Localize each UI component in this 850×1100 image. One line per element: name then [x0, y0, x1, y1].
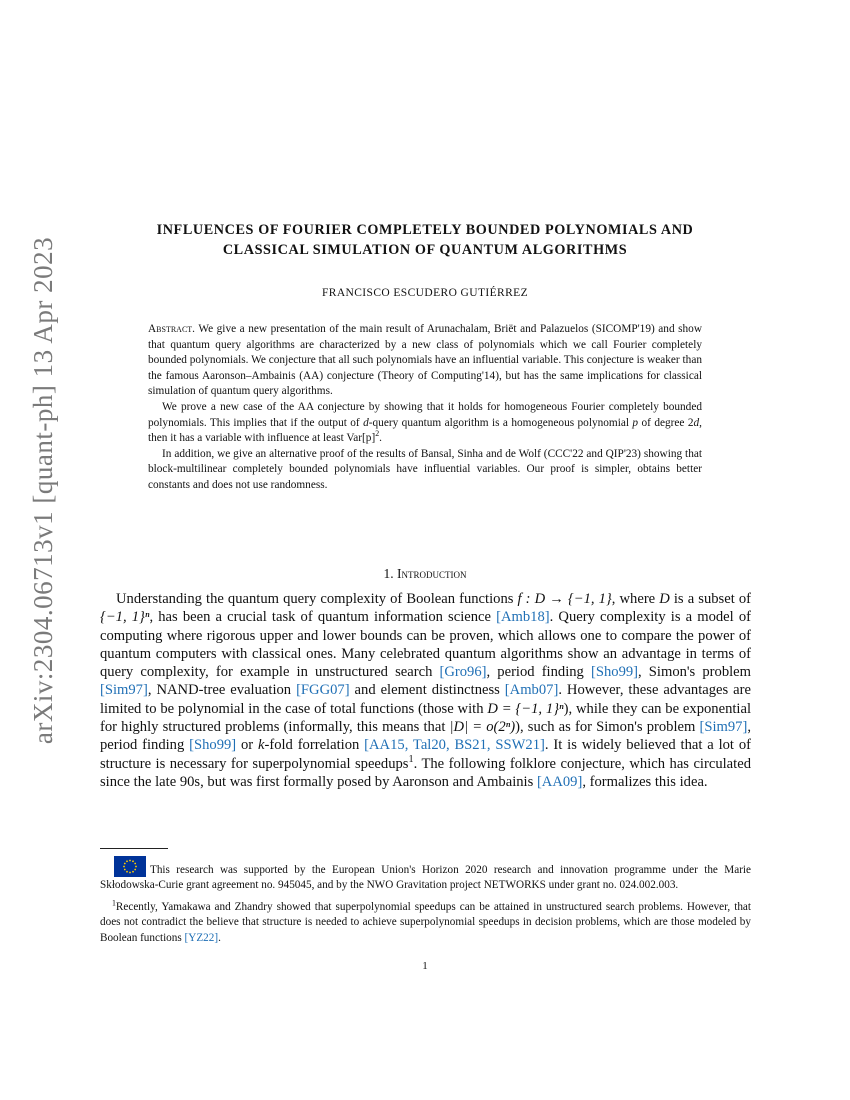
citation-tal20[interactable]: Tal20 [412, 737, 446, 754]
arxiv-identifier-stamp [14, 236, 74, 744]
footnote-1-text: Recently, Yamakawa and Zhandry showed that superpolynomial speedups can be attained in unstructured search problems. However, that does not contradict the believe that structure is needed to achieve superpolynomial speedups in decision problems, which are those modeled by Boolean functions [100, 900, 751, 944]
footnote-1-marker: 1 [112, 898, 116, 908]
citation-aa15[interactable]: AA15 [369, 737, 405, 754]
citation-amb18[interactable]: [Amb18] [496, 609, 550, 626]
citation-amb07[interactable]: [Amb07] [504, 682, 559, 699]
abstract-paragraph-1 [148, 322, 702, 400]
citation-separator: , [404, 737, 413, 754]
abstract-text-1: We give a new presentation of the main result of Arunachalam, Briët and Palazuelos (SICOMP'19) and show that quantum query algorithms are characterized by a new class of polynomials which we call Fourier completely bounded polynomials. We conjecture that all such polynomials have an influential variable. This conjecture is weaker than the famous Aaronson–Ambainis (AA) conjecture (Theory of Computing'14), but has the same implications for classical simulation of quantum query algorithms. [148, 323, 702, 398]
citation-separator: , [445, 737, 455, 754]
citation-aa09[interactable]: [AA09] [536, 773, 583, 790]
citation-gro96[interactable]: [Gro96] [439, 664, 487, 681]
abstract [148, 322, 702, 494]
math-symbol: p [632, 416, 639, 429]
math-expression: k [258, 737, 265, 754]
abstract-text: , then it has a variable with influence at least Var[p] [148, 416, 702, 445]
abstract-label: Abstract. [148, 323, 195, 335]
funding-text: This research was supported by the European Union's Horizon 2020 research and innovation programme under the Marie Skłodowska-Curie grant agreement no. 945045, and by the NWO Gravitation project NETWORKS under grant no. 024.002.003. [100, 864, 751, 892]
body-text: -fold forrelation [264, 737, 365, 754]
citation-sim97[interactable]: [Sim97] [100, 682, 148, 699]
footnote-marker[interactable]: 1 [408, 753, 414, 765]
introduction-paragraph [100, 590, 751, 791]
body-text: , Simon's problem [638, 664, 751, 681]
body-text: or [236, 737, 258, 754]
math-expression: f : D → {−1, 1} [517, 591, 612, 607]
body-text: Understanding the quantum query complexity of Boolean functions [116, 591, 518, 607]
eu-flag-icon [114, 856, 146, 877]
citation-separator: , [486, 737, 496, 754]
abstract-paragraph-3: In addition, we give an alternative proof of the results of Bansal, Sinha and de Wolf (CCC'22 and QIP'23) showing that block-multilinear completely bounded polynomials have influential variables. Our proof is simpler, obtains better constants and does not use randomness. [148, 447, 702, 491]
math-expression: D [659, 591, 670, 607]
citation-sim97[interactable]: [Sim97] [699, 719, 748, 736]
body-text: , formalizes this idea. [582, 773, 708, 790]
arxiv-identifier-text: arXiv:2304.06713v1 [quant-ph] 13 Apr 2023 [28, 236, 59, 744]
section-title: Introduction [397, 566, 467, 581]
citation-sho99[interactable]: [Sho99] [189, 737, 237, 754]
footnotes [100, 856, 751, 946]
abstract-text: . [379, 432, 382, 445]
body-text: and element distinctness [349, 682, 505, 699]
body-text: , period finding [100, 719, 751, 754]
citation-ssw21[interactable]: SSW21 [495, 737, 541, 754]
footnote-divider [100, 848, 168, 849]
paper-title [100, 220, 750, 260]
superscript: 2 [375, 429, 380, 439]
math-expression: {−1, 1}ⁿ [100, 609, 150, 626]
citation-yz22[interactable]: [YZ22] [184, 931, 219, 944]
author-name: FRANCISCO ESCUDERO GUTIÉRREZ [321, 287, 529, 299]
math-expression: D = {−1, 1}ⁿ [487, 700, 564, 717]
abstract-paragraph-2 [148, 400, 702, 447]
body-text: ), such as for Simon's problem [515, 719, 700, 736]
body-text: ), while they can be exponential for highly structured problems (informally, this means that [100, 700, 752, 736]
body-text: , has been a crucial task of quantum information science [149, 609, 497, 626]
body-text: . Query complexity is a model of computing where rigorous upper and lower bounds can be proven, which allows one to compare the power of quantum computers with classical ones. Many celebrated quantum algorithms show an advantage in terms of query complexity, for example in unstructured search [100, 609, 751, 681]
body-text: . It is widely believed that a lot of structure is necessary for superpolynomial speedups [100, 737, 751, 772]
citation-sho99[interactable]: [Sho99] [591, 664, 639, 681]
body-text: . The following folklore conjecture, which has circulated since the late 90s, but was first formally posed by Aaronson and Ambainis [100, 755, 751, 790]
abstract-text: We prove a new case of the AA conjecture by showing that it holds for homogeneous Fourier completely bounded polynomials. This implies that if the output of [148, 400, 702, 429]
body-text: is a subset of [669, 591, 751, 607]
body-text: . However, these advantages are limited to be polynomial in the case of total functions (those with [100, 682, 751, 717]
math-expression: |D| = o(2ⁿ) [449, 719, 516, 736]
citation-bracket[interactable]: [ [364, 737, 369, 754]
body-text: , where [611, 591, 660, 607]
section-number: 1. [383, 566, 394, 581]
paper-title-line-2: CLASSICAL SIMULATION OF QUANTUM ALGORITHMS [222, 242, 628, 258]
section-heading-introduction [100, 566, 750, 582]
citation-bs21[interactable]: BS21 [454, 737, 487, 754]
citation-fgg07[interactable]: [FGG07] [296, 682, 350, 699]
footnote-1 [100, 900, 751, 946]
paper-title-line-1: INFLUENCES OF FOURIER COMPLETELY BOUNDED POLYNOMIALS AND [156, 222, 694, 238]
math-symbol: d [363, 416, 369, 429]
math-symbol: d [693, 416, 700, 429]
abstract-text: of degree 2 [638, 416, 694, 429]
body-text: , NAND-tree evaluation [147, 682, 297, 699]
body-text: , period finding [486, 664, 591, 681]
funding-footnote [100, 856, 751, 894]
introduction-body [100, 590, 751, 791]
page-number: 1 [422, 960, 428, 972]
footnote-1-end: . [218, 931, 221, 944]
citation-bracket[interactable]: ] [540, 737, 545, 754]
abstract-text: -query quantum algorithm is a homogeneous polynomial [368, 416, 633, 429]
